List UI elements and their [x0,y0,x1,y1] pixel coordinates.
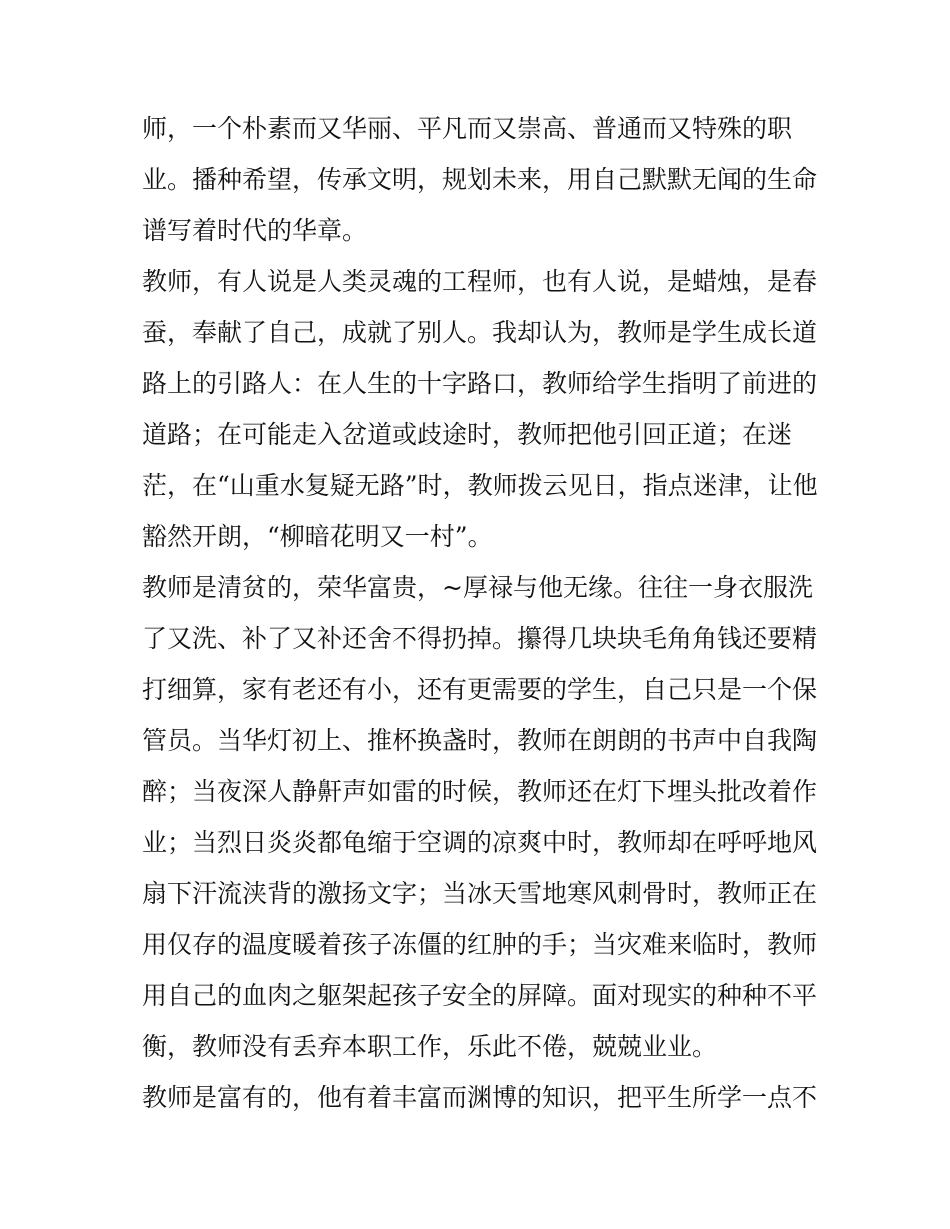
text-line: 扇下汗流浃背的激扬文字；当冰天雪地寒风刺骨时，教师正在 [142,879,818,908]
text-line: 谱写着时代的华章。 [142,216,368,245]
text-line: 豁然开朗，“柳暗花明又一村”。 [142,522,493,551]
text-line: 师，一个朴素而又华丽、平凡而又崇高、普通而又特殊的职 [142,114,793,143]
text-line: 业。播种希望，传承文明，规划未来，用自己默默无闻的生命 [142,165,818,194]
text-line: 教师是富有的，他有着丰富而渊博的知识，把平生所学一点不 [142,1083,818,1112]
text-line: 教师是清贫的，荣华富贵，~厚禄与他无缘。往往一身衣服洗 [142,573,813,602]
text-line: 衡，教师没有丢弃本职工作，乐此不倦，兢兢业业。 [142,1032,718,1061]
text-line: 了又洗、补了又补还舍不得扔掉。攥得几块块毛角角钱还要精 [142,624,818,653]
text-line: 醉；当夜深人静鼾声如雷的时候，教师还在灯下埋头批改着作 [142,777,818,806]
text-line: 用仅存的温度暖着孩子冻僵的红肿的手；当灾难来临时，教师 [142,930,818,959]
text-line: 打细算，家有老还有小，还有更需要的学生，自己只是一个保 [142,675,818,704]
text-line: 道路；在可能走入岔道或歧途时，教师把他引回正道；在迷 [142,420,793,449]
text-line: 教师，有人说是人类灵魂的工程师，也有人说，是蜡烛，是春 [142,267,818,296]
text-line: 管员。当华灯初上、推杯换盏时，教师在朗朗的书声中自我陶 [142,726,818,755]
text-line: 路上的引路人：在人生的十字路口，教师给学生指明了前进的 [142,369,818,398]
text-line: 蚕，奉献了自己，成就了别人。我却认为，教师是学生成长道 [142,318,818,347]
text-line: 茫，在“山重水复疑无路”时，教师拨云见日，指点迷津，让他 [142,471,818,500]
text-line: 用自己的血肉之躯架起孩子安全的屏障。面对现实的种种不平 [142,981,818,1010]
text-line: 业；当烈日炎炎都龟缩于空调的凉爽中时，教师却在呼呼地风 [142,828,818,857]
